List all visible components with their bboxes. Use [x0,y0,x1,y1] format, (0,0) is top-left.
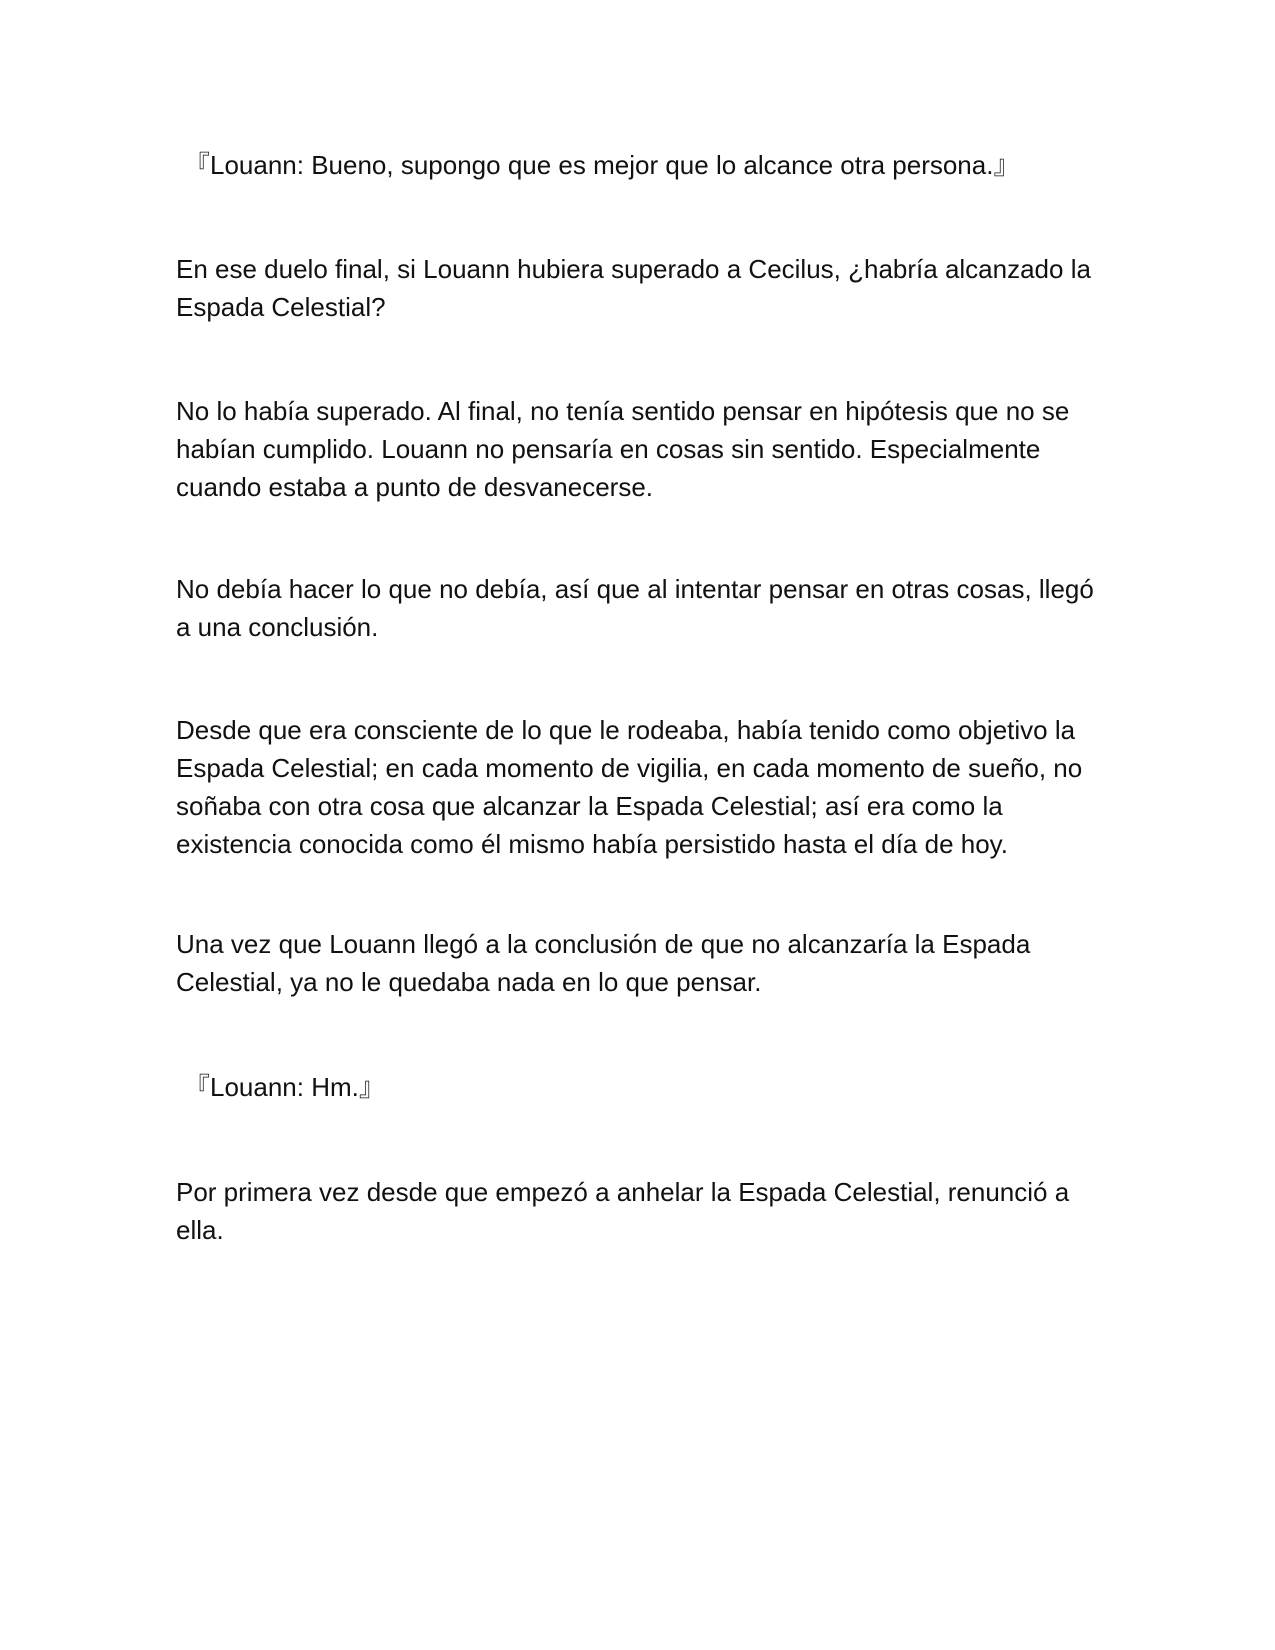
body-paragraph: Por primera vez desde que empezó a anhelar la Espada Celestial, renunció a ella. [176,1177,1070,1245]
body-paragraph: Una vez que Louann llegó a la conclusión de que no alcanzaría la Espada Celestial, ya no le quedaba nada en lo que pensar. [176,929,1031,997]
body-paragraph: En ese duelo final, si Louann hubiera superado a Cecilus, ¿habría alcanzado la Espada Celestial? [176,254,1091,322]
dialogue-paragraph: 『Louann: Hm.』 [184,1072,385,1102]
body-paragraph: No debía hacer lo que no debía, así que al intentar pensar en otras cosas, llegó a una conclusión. [176,574,1094,642]
body-paragraph: Desde que era consciente de lo que le rodeaba, había tenido como objetivo la Espada Celestial; en cada momento de vigilia, en cada momento de sueño, no soñaba con otra cosa que alcanzar la Espada Celestial; así era como la existencia conocida como él mismo había persistido hasta el día de hoy. [176,715,1083,859]
body-paragraph: No lo había superado. Al final, no tenía sentido pensar en hipótesis que no se habían cumplido. Louann no pensaría en cosas sin sentido. Especialmente cuando estaba a punto de desvanecerse. [176,396,1070,502]
dialogue-paragraph: 『Louann: Bueno, supongo que es mejor que lo alcance otra persona.』 [184,150,1020,180]
